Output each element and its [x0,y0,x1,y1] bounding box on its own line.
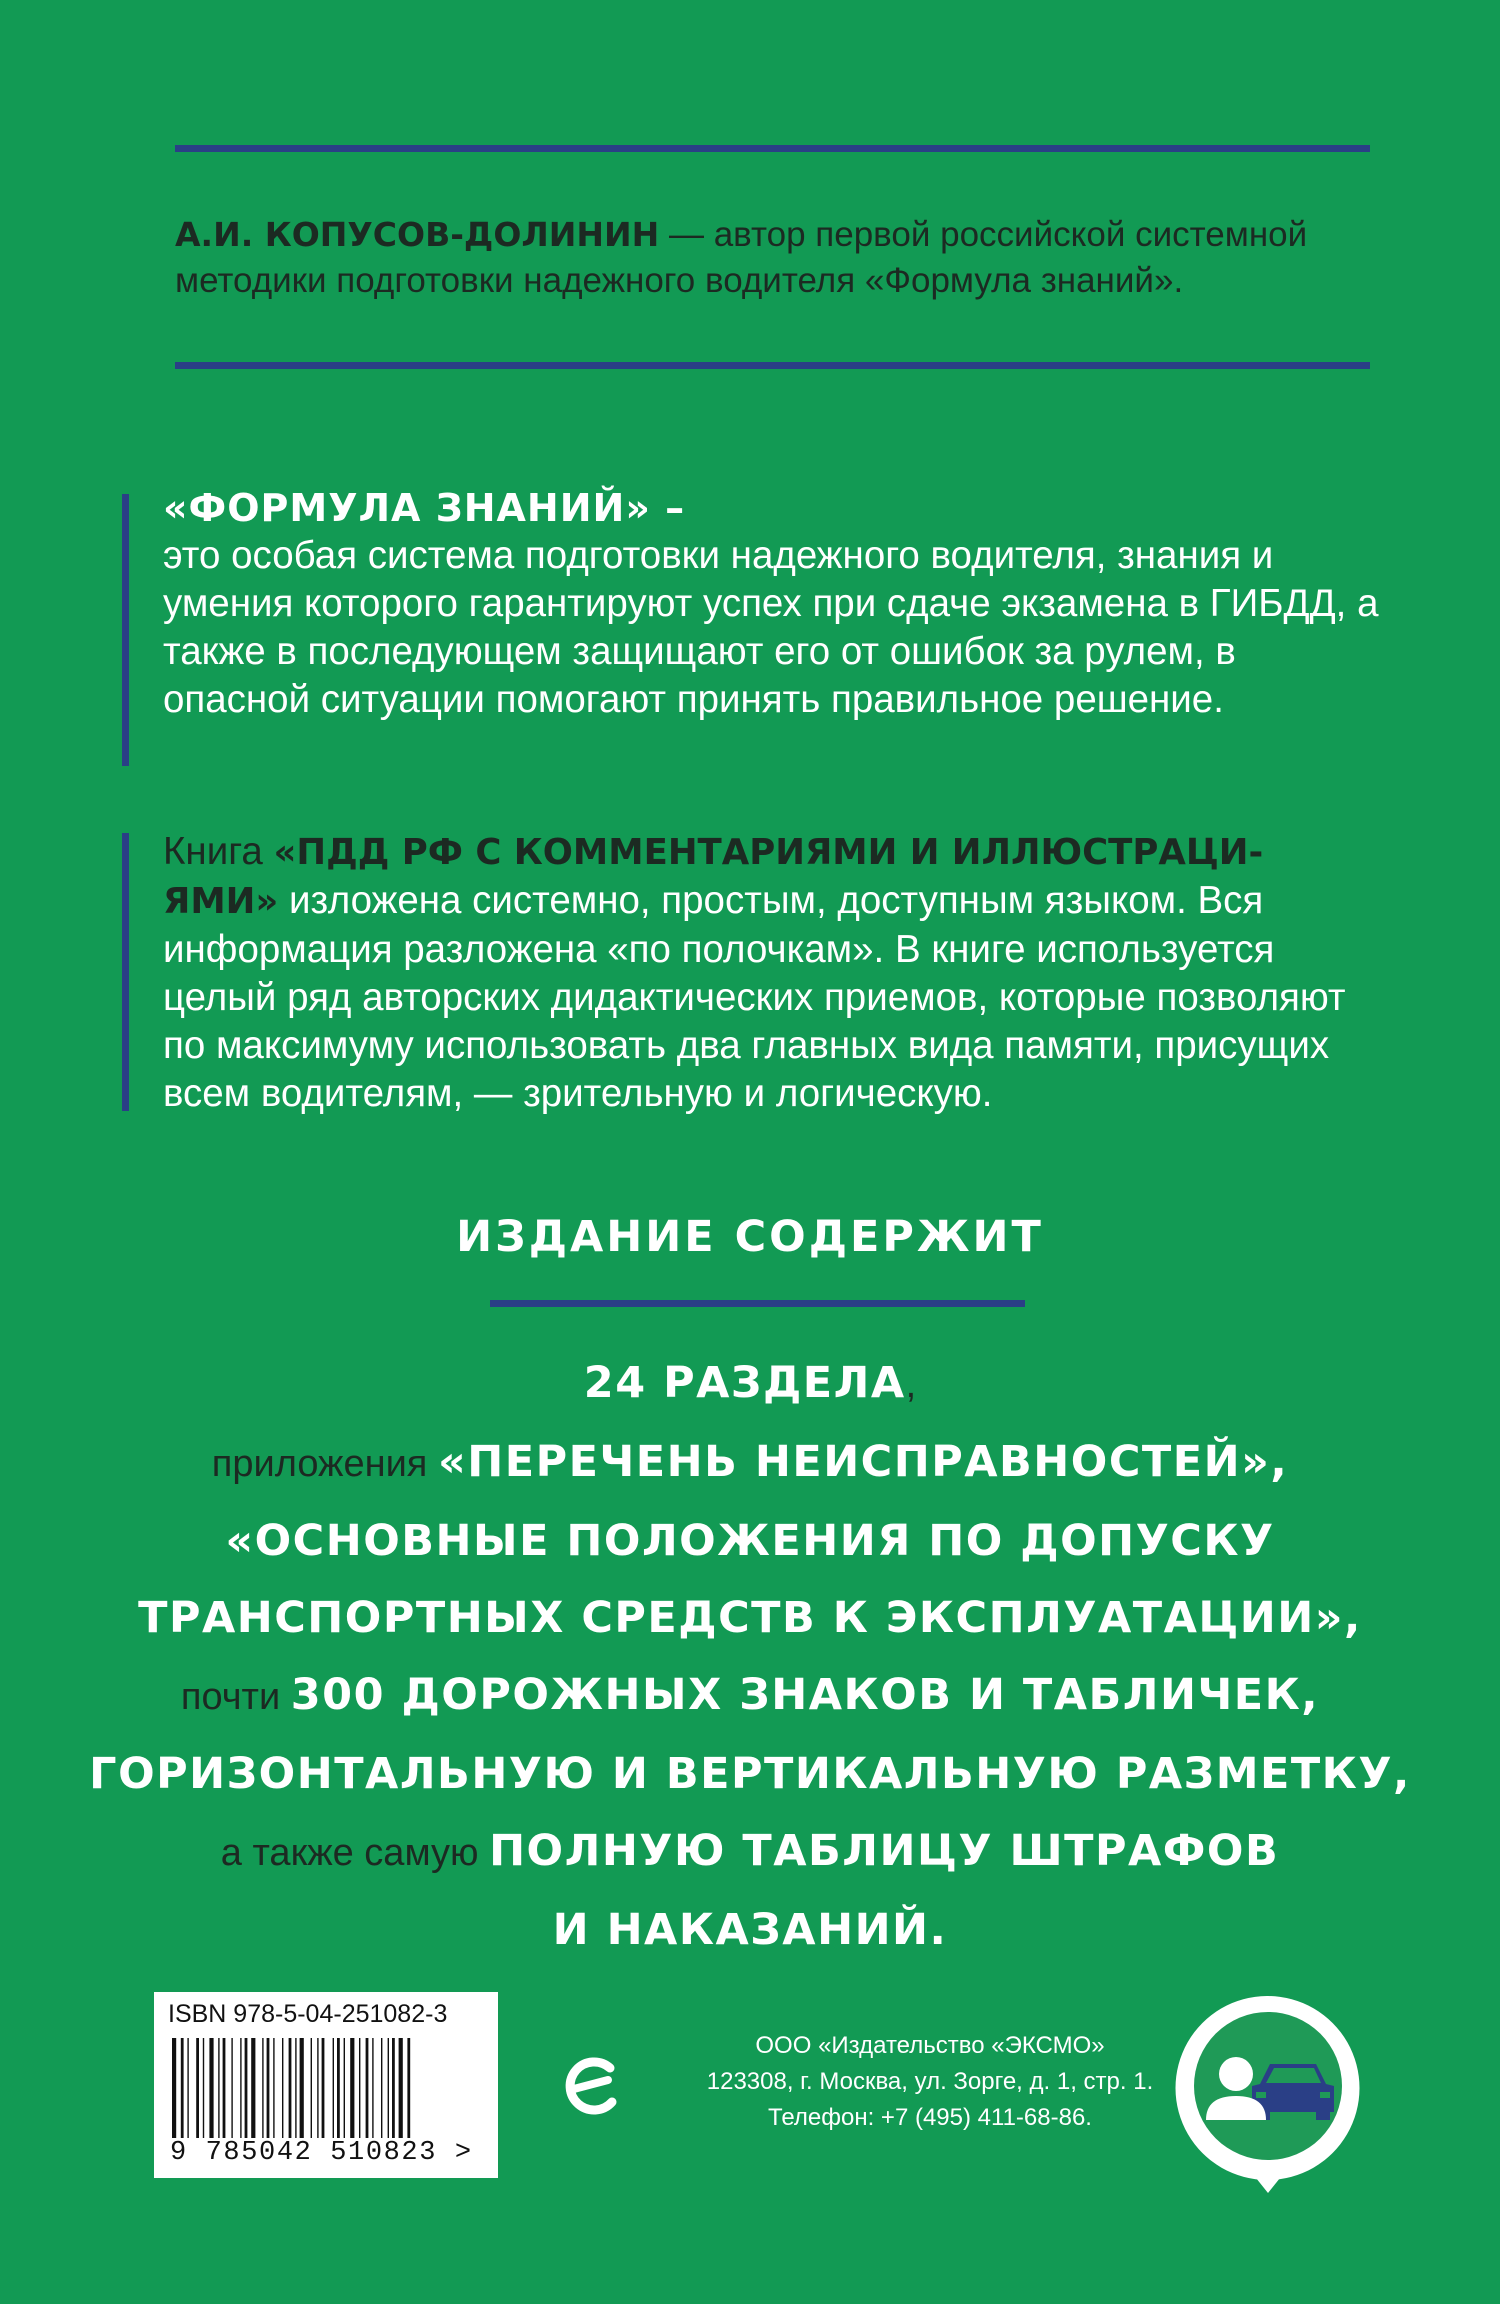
barcode-bar [359,2038,360,2142]
top-rule [175,145,1370,152]
contents-heading: ИЗДАНИЕ СОДЕРЖИТ [456,1212,1044,1262]
appendix-lead: приложения [211,1443,438,1485]
barcode-bar [333,2038,334,2142]
contents-line-4: ТРАНСПОРТНЫХ СРЕДСТВ К ЭКСПЛУАТАЦИИ», [138,1593,1362,1643]
ean-number: 9 785042 510823 > [170,2138,490,2168]
barcode-bar [366,2038,369,2142]
barcode-bar [240,2038,241,2142]
contents-line-6: ГОРИЗОНТАЛЬНУЮ И ВЕРТИКАЛЬНУЮ РАЗМЕТКУ, [89,1749,1411,1799]
publisher-address: 123308, г. Москва, ул. Зорге, д. 1, стр. 1. [706,2068,1154,2095]
eksmo-logo-icon [560,2050,620,2124]
isbn-number: ISBN 978-5-04-251082-3 [168,2000,448,2028]
contents-list [0,1345,1500,1969]
barcode-bar [311,2038,312,2142]
publisher-phone: Телефон: +7 (495) 411-68-86. [768,2104,1092,2131]
formula-title: «ФОРМУЛА ЗНАНИЙ» – [163,486,686,530]
book-lead: Книга [163,830,274,873]
sections-comma: , [905,1364,917,1406]
author-bottom-rule [175,362,1370,369]
barcode-bar [203,2038,204,2142]
barcode-bar [381,2038,382,2142]
book-block [163,828,1393,1118]
barcode-bar [322,2038,325,2142]
book-body: изложена системно, простым, доступным языком. Вся информация разложена «по полочкам». В книге используется целый ряд авторских дидактических приемов, которые позволяют по максимуму использовать два главных вида памяти, присущих всем водителям, — зрительную и логическую. [163,879,1346,1115]
isbn-barcode [154,1992,498,2178]
barcode-bar [231,2038,232,2142]
book-side-bar [122,833,129,1111]
book-title-line2: ЯМИ» [163,881,279,922]
barcode-bar [337,2038,340,2142]
barcode-bar [300,2038,304,2142]
author-description: — автор первой российской системной методики подготовки надежного водителя «Формула знаний». [175,215,1308,300]
contents-heading-rule [490,1300,1025,1307]
formula-block [163,484,1393,724]
contents-line-2 [0,1424,1500,1503]
barcode-bar [245,2038,248,2142]
formula-side-bar [122,494,129,766]
barcode-bar [273,2038,274,2142]
author-note [175,212,1375,304]
publisher-info [660,2028,1200,2136]
fines-table: ПОЛНУЮ ТАБЛИЦУ ШТРАФОВ [489,1826,1280,1876]
barcode-bar [407,2038,410,2142]
barcode-bar [344,2038,345,2142]
barcode-bar [267,2038,270,2142]
barcode-bar [388,2038,389,2142]
formula-body: это особая система подготовки надежного водителя, знания и умения которого гарантируют успех при сдаче экзамена в ГИБДД, а также в последующем защищают его от ошибок за рулем, в опасной ситуации помогают принять правильное решение. [163,534,1379,721]
road-signs: 300 ДОРОЖНЫХ ЗНАКОВ И ТАБЛИЧЕК, [290,1670,1320,1720]
barcode-bar [350,2038,354,2142]
barcode-bar [181,2038,184,2142]
signs-lead: почти [180,1676,291,1718]
book-title-line1: «ПДД РФ С КОММЕНТАРИЯМИ И ИЛЛЮСТРАЦИ- [273,832,1264,873]
sections-count: 24 РАЗДЕЛА [583,1358,906,1408]
barcode-bar [196,2038,199,2142]
barcode-bar [392,2038,395,2142]
barcode-bar [317,2038,318,2142]
barcode-bar [209,2038,213,2142]
barcode-bar [187,2038,188,2142]
barcode-bar [172,2038,176,2142]
barcode-bar [295,2038,296,2142]
appendix-faults: «ПЕРЕЧЕНЬ НЕИСПРАВНОСТЕЙ», [437,1437,1289,1487]
contents-line-7 [0,1813,1500,1892]
barcode-bar [399,2038,403,2142]
barcode-bar [251,2038,255,2142]
barcode-bar [262,2038,263,2142]
contents-line-8: И НАКАЗАНИЙ. [552,1905,948,1955]
barcode-bar [289,2038,292,2142]
publisher-name: ООО «Издательство «ЭКСМО» [755,2032,1105,2059]
contents-line-1 [0,1345,1500,1424]
fines-lead: а также самую [220,1832,490,1874]
barcode-bar [282,2038,283,2142]
barcode-bar [223,2038,226,2142]
barcode-bar [372,2038,373,2142]
contents-line-3: «ОСНОВНЫЕ ПОЛОЖЕНИЯ ПО ДОПУСКУ [225,1516,1275,1566]
author-name: А.И. КОПУСОВ-ДОЛИНИН [175,215,660,254]
driver-car-badge-icon [1168,1988,1368,2198]
contents-line-5 [0,1657,1500,1736]
barcode-bar [218,2038,219,2142]
